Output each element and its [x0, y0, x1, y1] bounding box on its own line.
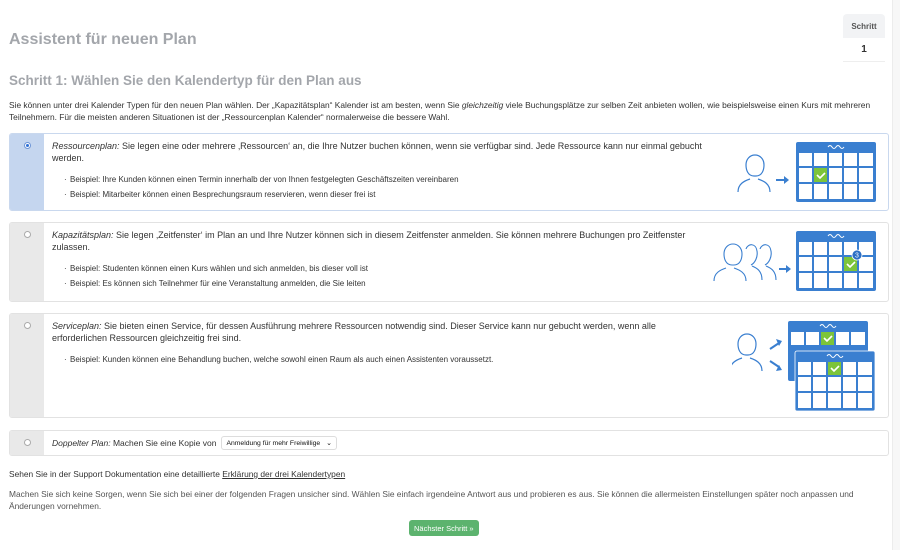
capacity-badge: 3	[855, 252, 859, 260]
option-rail[interactable]	[10, 431, 44, 455]
step-label: Schritt	[843, 14, 885, 38]
radio-doppelter-plan[interactable]	[24, 439, 31, 446]
option-text: Sie legen ‚Zeitfenster‘ im Plan an und Ihre Nutzer können sich in diesem Zeitfenster anmelden. Sie können mehrere Buchungen pro Zeitfenster zulassen.	[52, 230, 686, 252]
option-name: Ressourcenplan:	[52, 141, 120, 151]
example-item: · Beispiel: Kunden können eine Behandlung buchen, welche sowohl einen Raum als auch einen Assistenten voraussetzt.	[64, 353, 880, 368]
option-description	[52, 438, 216, 448]
example-item: · Beispiel: Ihre Kunden können einen Termin innerhalb der von Ihnen festgelegten Geschäftszeiten vereinbaren	[64, 173, 880, 188]
support-prefix: Sehen Sie in der Support Dokumentation eine detaillierte	[9, 469, 223, 479]
intro-text	[9, 100, 889, 123]
intro-emphasis: gleichzeitig	[461, 100, 504, 110]
step-number: 1	[843, 38, 885, 62]
option-name: Doppelter Plan:	[52, 438, 111, 448]
option-text: Sie legen eine oder mehrere ‚Ressourcen‘ an, die Ihre Nutzer buchen können, wenn sie verfügbar sind. Jede Ressource kann nur einmal gebucht werden.	[52, 141, 702, 163]
scrollbar[interactable]	[892, 0, 900, 550]
option-text: Sie bieten einen Service, für dessen Ausführung mehrere Ressourcen notwendig sind. Dieser Service kann nur gebucht werden, wenn alle erforderlichen Ressourcen gleichzeitig frei sind.	[52, 321, 656, 343]
option-serviceplan[interactable]	[9, 313, 889, 418]
copy-plan-select[interactable]	[221, 436, 337, 450]
option-rail[interactable]	[10, 223, 44, 301]
option-rail[interactable]	[10, 314, 44, 417]
intro-part-1: Sie können unter drei Kalender Typen für den neuen Plan wählen. Der „Kapazitätsplan“ Kalender ist am besten, wenn Sie	[9, 100, 462, 110]
option-description	[52, 141, 712, 164]
support-text	[9, 469, 345, 479]
chevron-down-icon: ⌄	[326, 440, 333, 447]
radio-kapazitaetsplan[interactable]	[24, 231, 31, 238]
single-user-to-calendar-icon	[732, 140, 882, 211]
calendar-types-link[interactable]: Erklärung der drei Kalendertypen	[222, 469, 346, 479]
option-name: Kapazitätsplan:	[52, 230, 114, 240]
radio-serviceplan[interactable]	[24, 322, 31, 329]
hint-text: Machen Sie sich keine Sorgen, wenn Sie sich bei einer der folgenden Fragen unsicher sind. Wählen Sie einfach irgendeine Antwort aus und probieren es aus. Sie können die allermeisten Einstellungen später noch anpassen und Änderungen vornehmen.	[9, 489, 854, 511]
option-name: Serviceplan:	[52, 321, 102, 331]
option-text: Machen Sie eine Kopie von	[110, 438, 217, 448]
option-description	[52, 230, 712, 253]
example-item: · Beispiel: Studenten können einen Kurs wählen und sich anmelden, bis dieser voll ist	[64, 262, 880, 277]
intro-part-2: viele Buchungsplätze zur selben Zeit anbieten wollen, wie beispielsweise einen Kurs mit mehreren Teilnehmern. Für die meisten anderen Situationen ist der „Ressourcenplan Kalender“ normalerweise die bessere Wahl.	[9, 100, 871, 122]
step-indicator	[843, 14, 885, 62]
step-title: Schritt 1: Wählen Sie den Kalendertyp für den Plan aus	[9, 73, 362, 88]
example-item: · Beispiel: Es können sich Teilnehmer für eine Veranstaltung anmelden, die Sie leiten	[64, 277, 880, 292]
page-title: Assistent für neuen Plan	[9, 31, 197, 48]
radio-ressourcenplan[interactable]	[24, 142, 31, 149]
option-rail[interactable]	[10, 134, 44, 210]
user-to-two-calendars-icon	[732, 317, 882, 416]
group-to-calendar-icon	[710, 229, 882, 300]
next-step-button[interactable]: Nächster Schritt »	[409, 520, 479, 536]
option-description	[52, 321, 712, 344]
option-kapazitaetsplan[interactable]	[9, 222, 889, 302]
example-item: · Beispiel: Mitarbeiter können einen Besprechungsraum reservieren, wenn dieser frei ist	[64, 188, 880, 203]
option-doppelter-plan[interactable]	[9, 430, 889, 456]
option-ressourcenplan[interactable]	[9, 133, 889, 211]
select-value: Anmeldung für mehr Freiwillige	[226, 439, 321, 447]
